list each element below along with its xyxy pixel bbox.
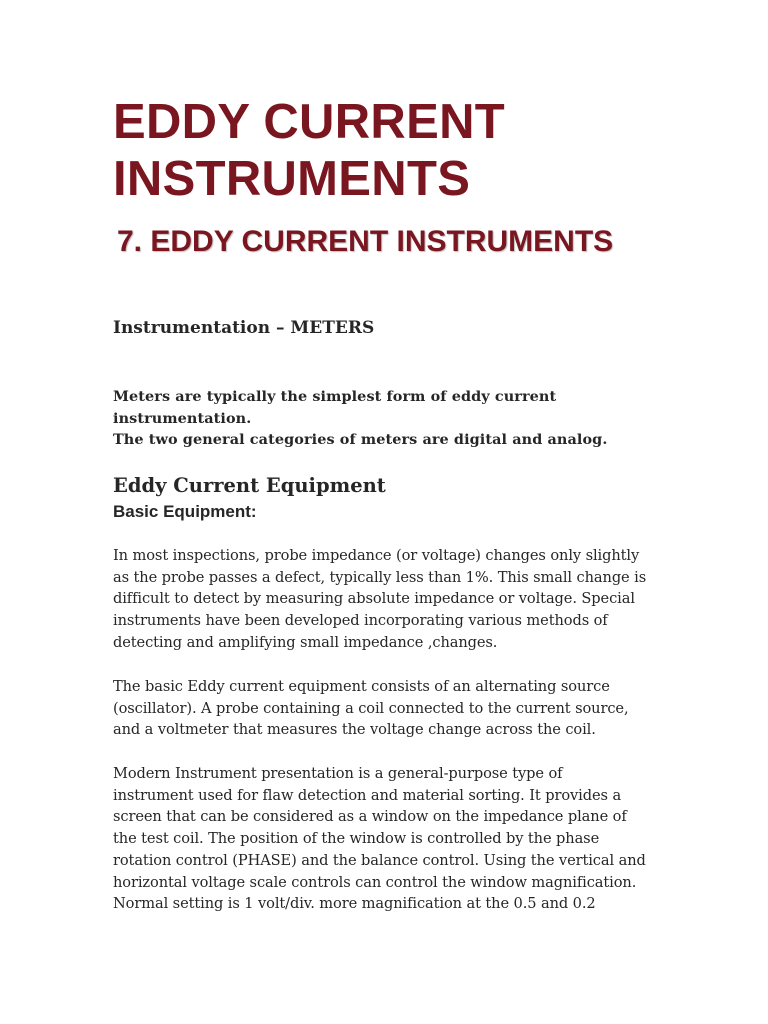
paragraph-line: instruments have been developed incorporating various methods of [113,612,608,630]
paragraph-line: difficult to detect by measuring absolute impedance or voltage. Special [113,590,635,608]
paragraph-line: The basic Eddy current equipment consists of an alternating source [113,678,610,695]
paragraph-line: The two general categories of meters are digital and analog. [113,431,608,448]
paragraph-line: screen that can be considered as a window on the impedance plane of [113,808,627,826]
equipment-heading: Eddy Current Equipment [113,474,386,497]
paragraph-line: Meters are typically the simplest form of eddy current [113,388,557,405]
paragraph-line: rotation control (PHASE) and the balance control. Using the vertical and [113,851,646,869]
paragraph-line: In most inspections, probe impedance (or voltage) changes only slightly [113,547,640,564]
meters-paragraph [113,386,673,451]
paragraph-line: Modern Instrument presentation is a general-purpose type of [113,765,563,782]
paragraph-line: and a voltmeter that measures the voltage change across the coil. [113,721,596,739]
paragraph-line: instrument used for flaw detection and material sorting. It provides a [113,786,622,804]
paragraph-modern-instrument [113,763,673,915]
paragraph-line: horizontal voltage scale controls can control the window magnification. [113,873,637,891]
paragraph-line: detecting and amplifying small impedance ,changes. [113,633,498,651]
paragraph-line: Normal setting is 1 volt/div. more magnification at the 0.5 and 0.2 [113,895,596,913]
paragraph-line: as the probe passes a defect, typically less than 1%. This small change is [113,568,647,586]
main-title [113,94,713,208]
paragraph-line: the test coil. The position of the window is controlled by the phase [113,830,600,848]
main-title-line: INSTRUMENTS [113,152,471,206]
basic-equipment-heading: Basic Equipment: [113,502,257,521]
instrumentation-subheading: Instrumentation – METERS [113,318,375,338]
section-title: 7. EDDY CURRENT INSTRUMENTS [117,225,614,258]
paragraph-line: (oscillator). A probe containing a coil connected to the current source, [113,699,629,717]
paragraph-line: instrumentation. [113,409,252,427]
main-title-line: EDDY CURRENT [113,95,506,149]
paragraph-basic-equipment [113,676,673,741]
paragraph-inspection [113,545,673,654]
